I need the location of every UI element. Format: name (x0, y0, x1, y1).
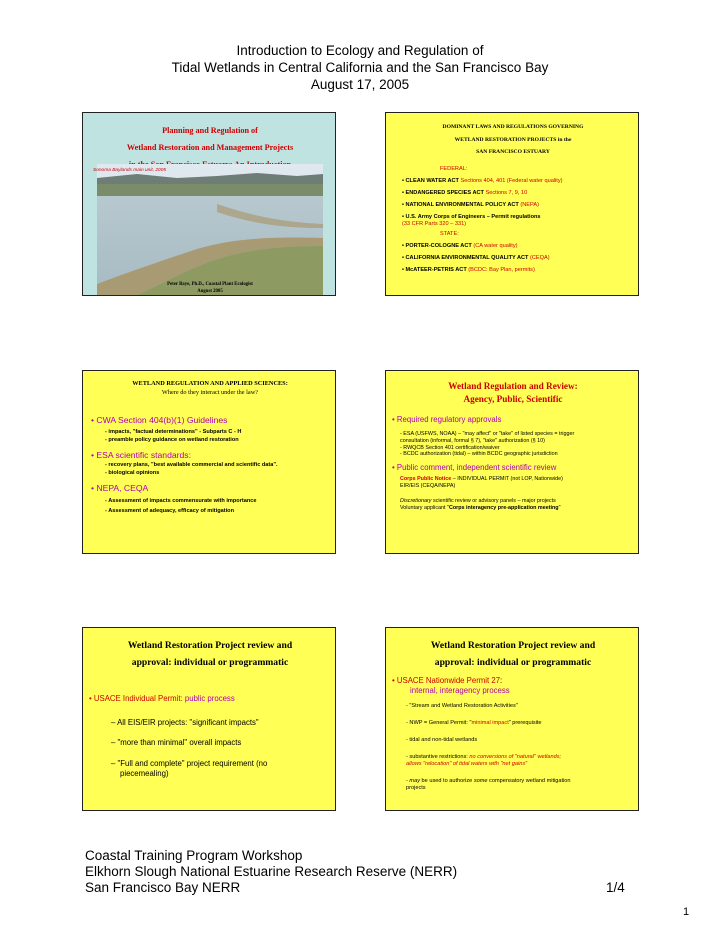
nwp-restrictions (406, 754, 637, 761)
footer-line-2: Elkhorn Slough National Estuarine Research Reserve (NERR) (85, 864, 458, 879)
nwp-relocation: allows "relocation" of tidal waters with "net gains" (406, 761, 528, 767)
law-clean-water-act (402, 178, 638, 185)
nwp-mit-may: may (409, 778, 420, 784)
nwp-mitigation-cont: projects (406, 785, 426, 791)
header-line-1: Introduction to Ecology and Regulation of (236, 43, 484, 58)
law-nepa (402, 202, 638, 209)
slide-3-title-line-1: WETLAND REGULATION AND APPLIED SCIENCES: (132, 380, 288, 387)
law-name: • NATIONAL ENVIRONMENTAL POLICY ACT (402, 202, 519, 208)
law-name: • ENDANGERED SPECIES ACT (402, 190, 484, 196)
slide-3-title (83, 380, 336, 397)
approval-rwqcb: - RWQCB Section 401 certification/waiver (400, 444, 500, 451)
law-name: • CLEAN WATER ACT (402, 178, 459, 184)
page-header (0, 42, 720, 93)
slide-6-body (392, 676, 637, 792)
slide-2-title-line-3: SAN FRANCISCO ESTUARY (476, 149, 550, 155)
individual-permit-label: • USACE Individual Permit (89, 694, 181, 703)
slide-3-body (91, 415, 333, 515)
bullet-nationwide-permit (392, 676, 637, 686)
nwp-mitigation (406, 778, 637, 785)
nationwide-permit-label: • USACE Nationwide Permit 27 (392, 676, 501, 685)
law-detail: (CEQA) (528, 255, 550, 261)
slide-2 (385, 112, 639, 296)
bullet-nepa-sub-1: - Assessment of impacts commensurate with importance (105, 498, 257, 504)
header-line-2: Tidal Wetlands in Central California and the San Francisco Bay (171, 60, 549, 75)
state-label: STATE: (440, 231, 459, 237)
slide-6-title-line-2: approval: individual or programmatic (434, 657, 592, 668)
bullet-cwa-sub-2: - preamble policy guidance on wetland restoration (105, 437, 239, 443)
slide-1-credits (83, 281, 336, 295)
law-mcateer-petris (402, 267, 638, 274)
voluntary-prefix: Voluntary applicant " (400, 504, 449, 511)
slide-5-title-line-1: Wetland Restoration Project review and (127, 640, 293, 651)
footer-line-1: Coastal Training Program Workshop (85, 848, 303, 863)
law-corps-cfr: (33 CFR Parts 320 – 331) (402, 221, 467, 227)
bullet-cwa-404: • CWA Section 404(b)(1) Guidelines (91, 415, 228, 425)
nwp-mit-3: compensatory wetland mitigation (487, 778, 571, 784)
nwp-mit-1: - (406, 778, 410, 784)
slide-5-body (89, 694, 333, 779)
individual-permit-detail: : public process (180, 694, 235, 703)
slide-5-title-line-2: approval: individual or programmatic (131, 657, 289, 668)
bullet-nepa-ceqa: • NEPA, CEQA (91, 483, 149, 493)
law-name: • CALIFORNIA ENVIRONMENTAL QUALITY ACT (402, 255, 529, 261)
corps-public-notice (400, 476, 637, 483)
photo-caption: Sonoma Baylands main unit, 2005 (93, 168, 167, 173)
approval-esa: - ESA (USFWS, NOAA) – "may affect" or "take" of listed species = trigger (400, 431, 575, 437)
nwp-general-suffix: " prerequisite (508, 720, 542, 726)
page-footer (85, 848, 457, 896)
law-detail: (CA water quality) (471, 243, 518, 249)
dash-more-than-minimal: – "more than minimal" overall impacts (111, 738, 242, 747)
slide-6-title (386, 637, 639, 671)
slide-4-title (386, 380, 639, 406)
slide-2-title (386, 121, 639, 159)
bullet-cwa-sub-1: - impacts, "factual determinations" - Subparts C - H (105, 429, 242, 435)
corps-public-notice-detail: – INDIVIDUAL PERMIT (not LOP, Nationwide) (451, 476, 563, 483)
slide-2-title-line-1: DOMINANT LAWS AND REGULATIONS GOVERNING (442, 124, 584, 130)
dash-full-complete-cont: piecemealing) (120, 769, 169, 778)
bullet-nepa-sub-2: - Assessment of adequacy, efficacy of mitigation (105, 508, 234, 514)
slide-1-author: Peter Baye, Ph.D., Coastal Plant Ecologist (167, 282, 253, 287)
law-name: • PORTER-COLOGNE ACT (402, 243, 472, 249)
nwp-restrictions-detail: no conversions of "natural" wetlands; (469, 754, 562, 760)
slide-2-title-line-2: WETLAND RESTORATION PROJECTS in the (454, 136, 572, 143)
bullet-required-approvals: • Required regulatory approvals (392, 415, 502, 424)
slide-2-body (402, 166, 638, 274)
slide-5 (82, 627, 336, 811)
slide-6 (385, 627, 639, 811)
law-endangered-species-act (402, 190, 638, 197)
slide-6-title-line-1: Wetland Restoration Project review and (430, 640, 596, 651)
approval-esa-cont: consultation (informal, formal § 7), "take" authorization (§ 10) (400, 437, 545, 444)
law-detail: Sections 7, 9, 10 (483, 190, 528, 196)
discretionary-detail: scientific review or advisory panels – major projects (431, 497, 556, 504)
nwp-minimal-impact: minimal impact (471, 720, 509, 726)
slide-4 (385, 370, 639, 554)
dash-full-complete: – "Full and complete" project requirement (no (111, 759, 268, 768)
law-name: • McATEER-PETRIS ACT (402, 267, 467, 273)
header-line-3: August 17, 2005 (310, 77, 410, 92)
slide-4-body (392, 415, 637, 511)
nwp-general-permit (406, 720, 637, 727)
slide-3 (82, 370, 336, 554)
law-ceqa (402, 255, 638, 262)
approval-bcdc: - BCDC authorization (tidal) – within BCDC geographic jurisdiction (400, 451, 558, 458)
discretionary-label: Discretionary (400, 497, 432, 504)
required-approvals-list (400, 431, 637, 458)
law-detail: (BCDC: Bay Plan, permits) (466, 267, 535, 273)
page-number: 1 (683, 906, 690, 918)
slide-1 (82, 112, 336, 296)
footer-line-3: San Francisco Bay NERR (85, 880, 241, 895)
nationwide-permit-colon: : (500, 676, 503, 685)
slide-4-title-line-1: Wetland Regulation and Review: (448, 381, 578, 391)
slide-1-title-line-2: Wetland Restoration and Management Projects (126, 143, 294, 152)
bullet-esa-sub-1: - recovery plans, "best available commercial and scientific data". (105, 462, 278, 468)
nwp-stream-wetland: - "Stream and Wetland Restoration Activities" (406, 703, 518, 709)
law-porter-cologne (402, 243, 638, 250)
corps-public-notice-label: Corps Public Notice (400, 476, 452, 483)
bullet-esa-sub-2: - biological opinions (105, 470, 160, 476)
nationwide-details (406, 703, 637, 792)
public-comment-list (400, 476, 637, 511)
nwp-mit-some: some (473, 778, 488, 784)
nwp-restrictions-prefix: - substantive restrictions: (406, 754, 470, 760)
law-corps-permit-regulations: • U.S. Army Corps of Engineers – Permit regulations (402, 214, 541, 220)
voluntary-suffix: " (558, 504, 561, 511)
nwp-mit-2: be used to authorize (420, 778, 474, 784)
bullet-public-comment: • Public comment, independent scientific review (392, 463, 557, 473)
slide-3-title-line-2: Where do they interact under the law? (161, 388, 259, 396)
slide-4-title-line-2: Agency, Public, Scientific (463, 394, 563, 404)
voluntary-meeting (400, 505, 637, 512)
voluntary-meeting-label: Corps interagency pre-application meeting (448, 504, 559, 511)
slide-1-title-line-1: Planning and Regulation of (162, 126, 258, 135)
footer-page-of: 1/4 (606, 880, 625, 895)
federal-label: FEDERAL: (440, 166, 468, 172)
law-detail: (NEPA) (518, 202, 539, 208)
nwp-general-prefix: - NWP = General Permit: " (406, 720, 472, 726)
discretionary-review (400, 498, 637, 505)
bullet-individual-permit (89, 694, 333, 704)
wetland-photo (97, 164, 323, 296)
nationwide-process: internal, interagency process (410, 686, 510, 695)
slide-5-title (83, 637, 336, 671)
nwp-tidal: - tidal and non-tidal wetlands (406, 737, 478, 743)
dash-eis-eir: – All EIS/EIR projects: "significant impacts" (111, 718, 259, 727)
bullet-esa: • ESA scientific standards: (91, 450, 191, 460)
law-detail: Sections 404, 401 (Federal water quality) (458, 178, 563, 184)
slide-1-date: August 2005 (197, 289, 223, 294)
eir-eis: EIR/EIS (CEQA/NEPA) (400, 482, 456, 489)
